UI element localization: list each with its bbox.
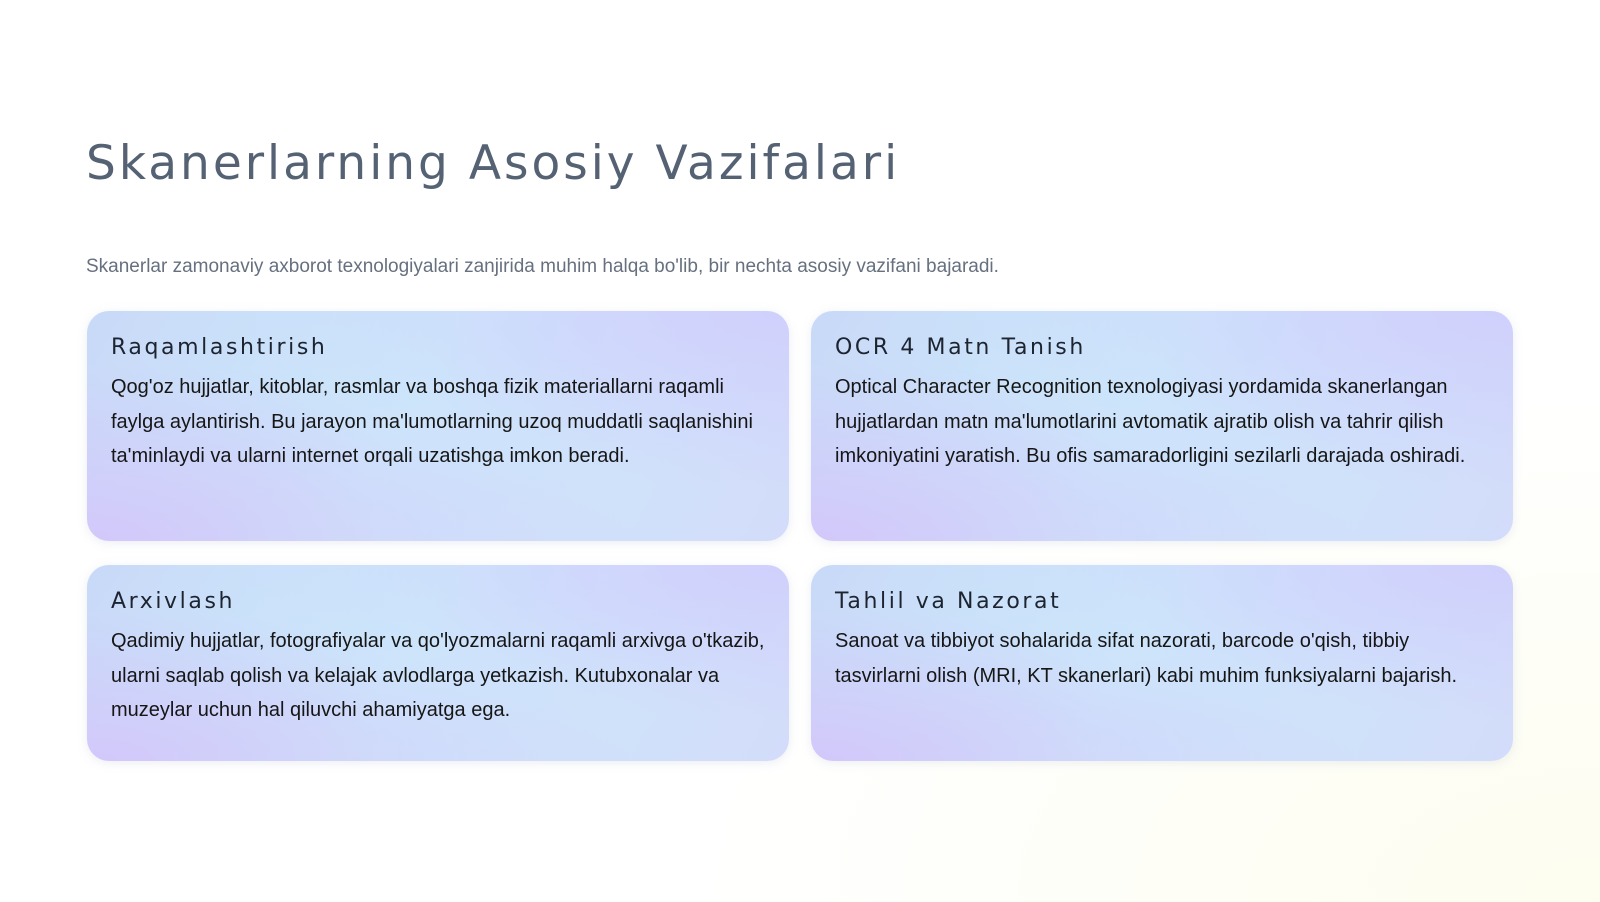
card-raqamlashtirish xyxy=(87,311,789,541)
card-title: OCR 4 Matn Tanish xyxy=(835,335,1086,360)
card-text: Qadimiy hujjatlar, fotografiyalar va qo'lyozmalarni raqamli arxivga o'tkazib, ularni saqlab qolish va kelajak avlodlarga yetkazish. Kutubxonalar va muzeylar uchun hal qiluvchi ahamiyatga ega. xyxy=(111,630,765,721)
card-text: Qog'oz hujjatlar, kitoblar, rasmlar va boshqa fizik materiallarni raqamli faylga aylantirish. Bu jarayon ma'lumotlarning uzoq muddatli saqlanishini ta'minlaydi va ularni internet orqali uzatishga imkon beradi. xyxy=(111,376,753,467)
slide-subtitle: Skanerlar zamonaviy axborot texnologiyalari zanjirida muhim halqa bo'lib, bir nechta asosiy vazifani bajaradi. xyxy=(86,256,999,277)
card-title: Tahlil va Nazorat xyxy=(835,589,1062,614)
card-text: Optical Character Recognition texnologiyasi yordamida skanerlangan hujjatlardan matn ma'lumotlarini avtomatik ajratib olish va tahrir qilish imkoniyatini yaratish. Bu ofis samaradorligini sezilarli darajada oshiradi. xyxy=(835,376,1466,467)
card-title: Arxivlash xyxy=(111,589,236,614)
card-title: Raqamlashtirish xyxy=(111,335,328,360)
card-ocr xyxy=(811,311,1513,541)
slide-title: Skanerlarning Asosiy Vazifalari xyxy=(86,136,901,191)
card-tahlil-nazorat xyxy=(811,565,1513,761)
card-arxivlash xyxy=(87,565,789,761)
card-text: Sanoat va tibbiyot sohalarida sifat nazorati, barcode o'qish, tibbiy tasvirlarni olish (MRI, KT skanerlari) kabi muhim funksiyalarni bajarish. xyxy=(835,630,1458,687)
